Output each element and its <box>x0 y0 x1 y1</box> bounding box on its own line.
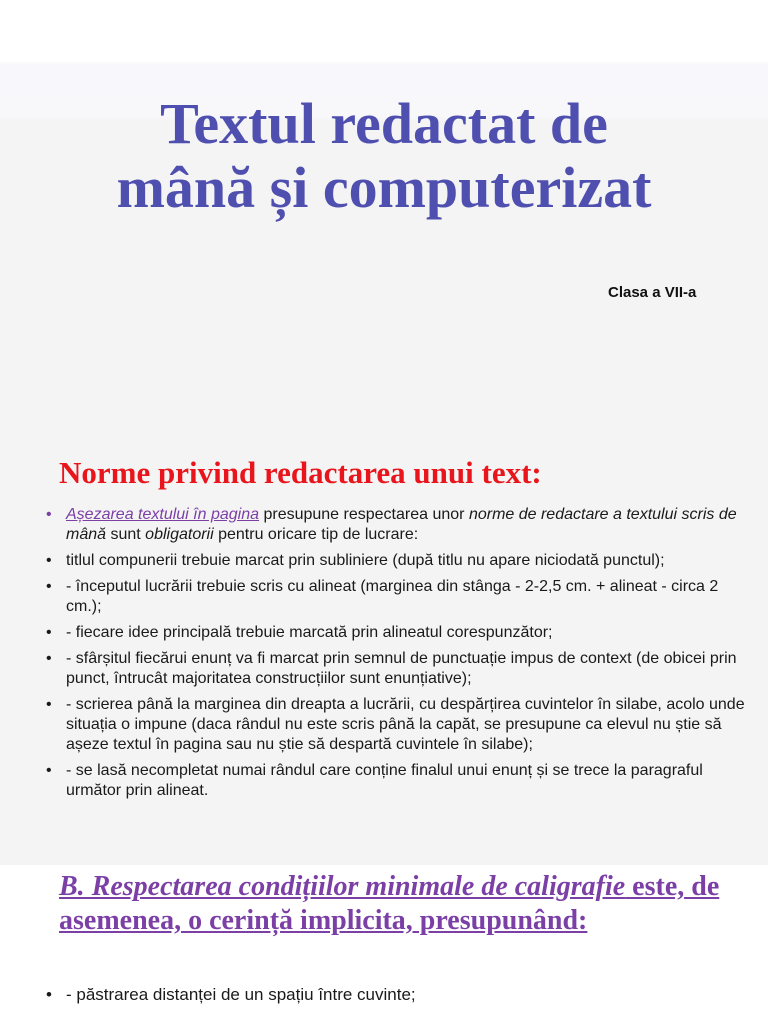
slide-title <box>0 92 768 220</box>
bullet-icon: • <box>46 552 52 569</box>
calligraphy-heading-rest: este, de asemenea, o cerință implicita, presupunând: <box>59 871 720 936</box>
bullet-icon: • <box>46 985 52 1004</box>
list-item <box>44 623 754 643</box>
bullet-text: - se lasă necompletat numai rândul care conține finalul unui enunț și se trece la paragraful următor prin alineat. <box>66 762 703 799</box>
bullet-text: pentru oricare tip de lucrare: <box>213 526 419 543</box>
list-item <box>44 551 754 571</box>
bullet-icon: • <box>46 624 52 641</box>
slide-subtitle: Clasa a VII-a <box>608 284 697 301</box>
bullet-text: - sfârșitul fiecărui enunț va fi marcat prin semnul de punctuație impus de context (de obicei prin punct, întrucât majoritatea construcțiilor sunt enunțiative); <box>66 650 737 687</box>
list-item <box>44 649 754 689</box>
bullet-text: - fiecare idee principală trebuie marcată prin alineatul corespunzător; <box>66 624 553 641</box>
bullet-icon: • <box>46 650 52 667</box>
bullet-text: sunt <box>106 526 146 543</box>
bullet-text: - scrierea până la marginea din dreapta a lucrării, cu despărțirea cuvintelor în silabe, acolo unde situația o impune (daca rândul nu este scris până la capăt, se presupune ca elevul nu știe să așeze textul în pagina sau nu știe să despartă cuvintele în silabe); <box>66 696 745 753</box>
calligraphy-heading <box>59 870 749 938</box>
title-line-2: mână și computerizat <box>116 155 652 220</box>
bullet-icon: • <box>46 696 52 713</box>
bullet-text: titlul compunerii trebuie marcat prin subliniere (după titlu nu apare niciodată punctul); <box>66 552 665 569</box>
list-item <box>44 505 754 545</box>
calligraphy-heading-bold: B. Respectarea condițiilor minimale de caligrafie <box>59 871 626 902</box>
list-item <box>44 695 754 755</box>
norms-list <box>44 505 754 807</box>
page-layout-link[interactable]: Așezarea textului în pagina <box>66 506 260 523</box>
bullet-text: - păstrarea distanței de un spațiu între cuvinte; <box>66 985 416 1004</box>
bullet-icon: • <box>46 762 52 779</box>
bullet-text: - începutul lucrării trebuie scris cu alineat (marginea din stânga - 2-2,5 cm. + alineat - circa 2 cm.); <box>66 578 719 615</box>
list-item <box>44 761 754 801</box>
bullet-emphasis: norme de redactare a textului scris de mână <box>66 506 737 543</box>
norms-heading: Norme privind redactarea unui text: <box>59 455 542 490</box>
bullet-text: presupune respectarea unor <box>259 506 469 523</box>
calligraphy-list <box>44 983 754 1007</box>
title-line-1: Textul redactat de <box>160 91 608 156</box>
list-item <box>44 577 754 617</box>
list-item <box>44 983 754 1007</box>
bullet-icon: • <box>46 578 52 595</box>
bullet-emphasis: obligatorii <box>145 526 214 543</box>
bullet-icon: • <box>46 506 52 523</box>
